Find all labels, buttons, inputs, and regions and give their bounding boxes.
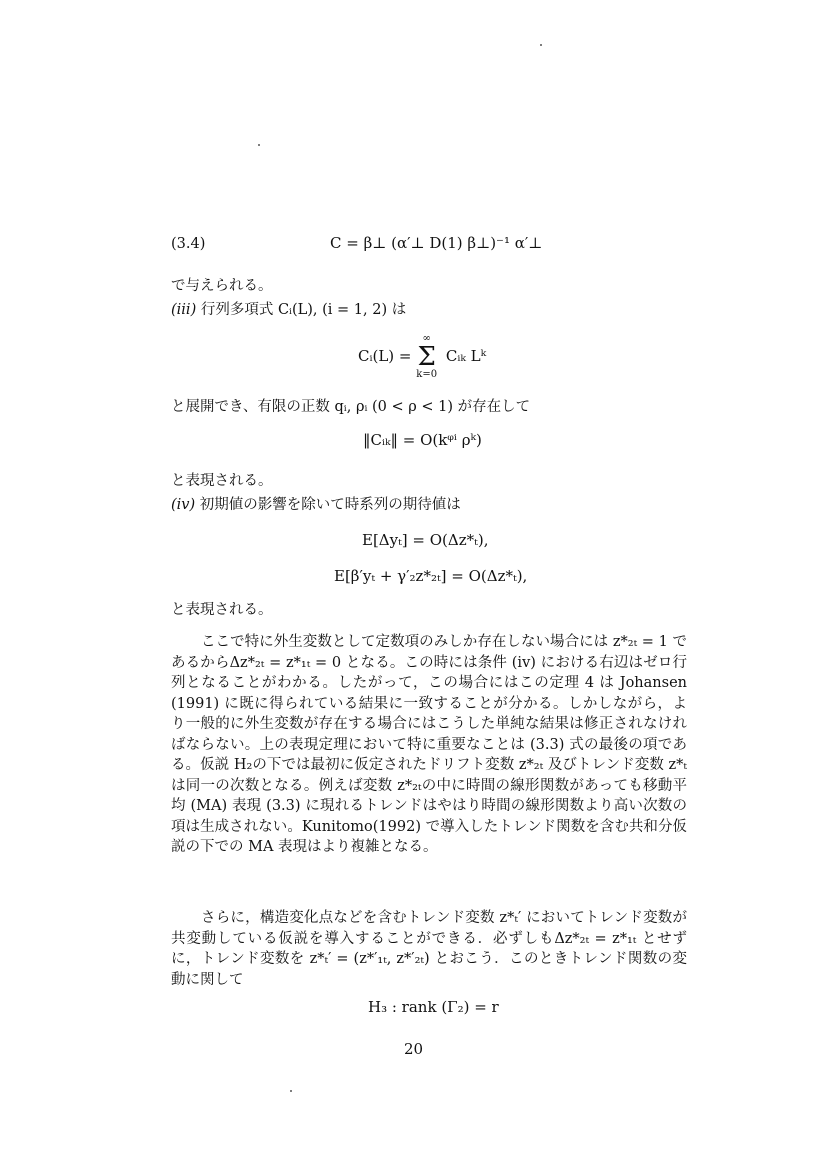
equation-ci <box>358 334 486 380</box>
equation-ci-lhs: Cᵢ(L) = <box>358 347 412 365</box>
text-expressed-1: と表現される。 <box>171 473 273 489</box>
scan-speck <box>540 44 542 46</box>
sum-bottom: k=0 <box>416 369 438 380</box>
equation-e1: E[Δyₜ] = O(Δz*ₜ), <box>362 531 489 549</box>
text-given: で与えられる。 <box>171 278 273 294</box>
paragraph-1: ここで特に外生変数として定数項のみしか存在しない場合には z*₂ₜ = 1 であるからΔz*₂ₜ = z*₁ₜ = 0 となる。この時には条件 (iv) における右辺はゼロ行列となることがわかる。したがって，この場合にはこの定理 4 は Johansen (1991) に既に得られている結果に一致することが分かる。しかしながら，より一般的に外生変数が存在する場合にはこうした単純な結果は修正されなければならない。上の表現定理において特に重要なことは (3.3) 式の最後の項である。仮説 H₂の下では最初に仮定されたドリフト変数 z*₂ₜ 及びトレンド変数 z*ₜ は同一の次数となる。例えば変数 z*₂ₜの中に時間の線形関数があっても移動平均 (MA) 表現 (3.3) に現れるトレンドはやはり時間の線形関数より高い次数の項は生成されない。Kunitomo(1992) で導入したトレンド関数を含む共和分仮説の下での MA 表現はより複雑となる。 <box>171 634 687 855</box>
paragraph-2: さらに，構造変化点などを含むトレンド変数 z*ₜ′ においてトレンド変数が共変動している仮説を導入することができる．必ずしもΔz*₂ₜ = z*₁ₜ とせずに，トレンド変数を z*ₜ′ = (z*′₁ₜ, z*′₂ₜ) とおこう．このときトレンド関数の変動に関して <box>171 910 687 988</box>
item-iv-text: 初期値の影響を除いて時系列の期待値は <box>199 497 461 513</box>
sigma-symbol: Σ <box>417 342 436 372</box>
equation-3-4: C = β⊥ (α′⊥ D(1) β⊥)⁻¹ α′⊥ <box>330 234 543 252</box>
page-number: 20 <box>403 1040 424 1058</box>
equation-norm: ‖Cᵢₖ‖ = O(kᵠⁱ ρᵏ) <box>363 431 482 449</box>
scan-speck <box>258 144 260 146</box>
item-iii-label: (iii) <box>171 302 197 318</box>
item-iv-label: (iv) <box>171 497 196 513</box>
item-iii <box>171 300 406 320</box>
scan-speck <box>290 1090 292 1092</box>
equation-e2: E[β′yₜ + γ′₂z*₂ₜ] = O(Δz*ₜ), <box>334 567 528 585</box>
sum-top: ∞ <box>422 333 431 344</box>
equation-ci-rhs: Cᵢₖ Lᵏ <box>445 347 487 365</box>
item-iii-text: 行列多項式 Cᵢ(L), (i = 1, 2) は <box>200 302 407 318</box>
summation <box>416 334 437 380</box>
equation-h3: H₃ : rank (Γ₂) = r <box>368 998 499 1016</box>
equation-number: (3.4) <box>171 236 206 252</box>
text-expand: と展開でき、有限の正数 qᵢ, ρᵢ (0 < ρ < 1) が存在して <box>171 399 531 415</box>
text-expressed-2: と表現される。 <box>171 602 273 618</box>
item-iv <box>171 495 461 515</box>
